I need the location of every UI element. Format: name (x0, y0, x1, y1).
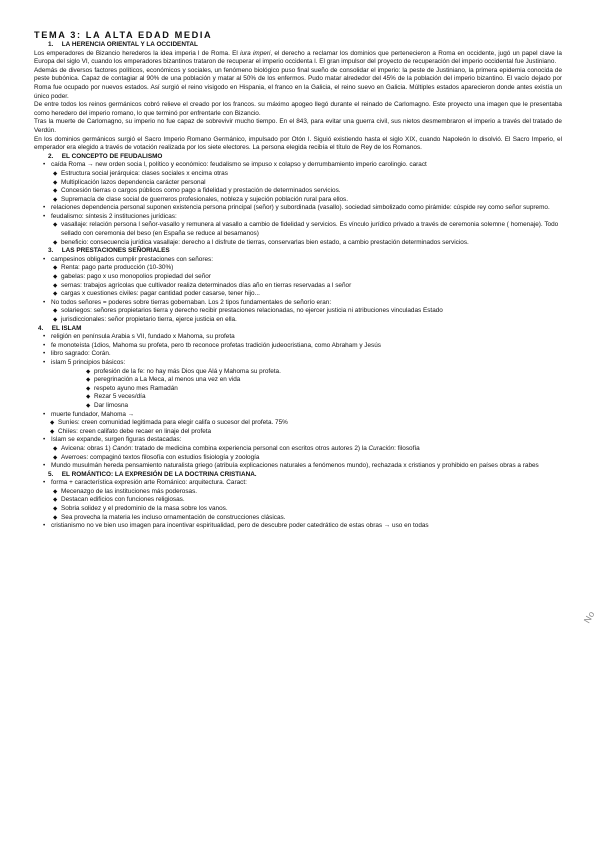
diamond-bullet-icon: ◆ (53, 282, 58, 289)
list-item (34, 454, 562, 463)
list-item (34, 256, 562, 265)
list-item-text: Multiplicación lazos dependencia carácter personal (61, 178, 206, 186)
text-run: Los emperadores de Bizancio herederos la idea imperia l de Roma. El (34, 49, 241, 57)
diamond-bullet-icon: ◆ (53, 222, 58, 229)
list-item-text: Sea provecha la materia les incluso ornamentación de construcciones clásicas. (61, 513, 286, 521)
list-item (34, 170, 562, 179)
diamond-bullet-icon: ◆ (53, 514, 58, 521)
list-item (34, 204, 562, 213)
list-item-text: Estructura social jerárquica: clases sociales x encima otras (61, 169, 228, 177)
section-number: 5. (48, 470, 54, 478)
diamond-bullet-icon: ◆ (53, 445, 58, 452)
bullet-list (34, 256, 562, 325)
list-item (34, 505, 562, 514)
bullet-list (34, 333, 562, 471)
paragraph: Tras la muerte de Carlomagno, su imperio no fue capaz de sobrevivir mucho tiempo. En el 843, para evitar una guerra civil, sus nietos desmembraron el imperio a través del tratado de Verdún. (34, 118, 562, 134)
italic-term: Curación (368, 444, 395, 452)
list-item-text: jurisdiccionales: señor propietario tierra, ejerce justicia en ella. (61, 316, 237, 323)
list-item-text: solariegos: señores propietarios tierra y derecho recibir prestaciones relacionadas, no ejercer justicia ni atribuciones vinculadas Estado (61, 307, 443, 315)
document-title: TEMA 3: LA ALTA EDAD MEDIA (34, 30, 213, 40)
list-item-text: muerte fundador, Mahoma → (51, 410, 135, 418)
list-item-text: cristianismo no ve bien uso imagen para incentivar espiritualidad, pero de descubre poder catedrático de estas obras → uso en todas (51, 522, 429, 530)
section-1-heading (34, 41, 562, 50)
paragraph: Además de diversos factores políticos, económicos y sociales, un fenómeno biológico puso final sueño de consolidar el imperio: la peste de Justiniano, la primera epidemia conocida de peste bubónica. Capaz de contagiar al 90% de una población y matar al 50% de los enfermos. Pudo matar alrededor del 45% de la población del imperio bizantino. El vacío dejado por Roma fue ocupado por nuevos estados. Así surgió el reino visigodo en Hispania, el franco en la Galicia, el reino suevo en Galicia. Múltiples estados aparecieron donde antes existía un único poder. (34, 66, 562, 100)
section-title: EL ROMÁNTICO: LA EXPRESIÓN DE LA DOCTRINA CRISTIANA. (61, 470, 257, 478)
section-title: LAS PRESTACIONES SEÑORIALES (61, 247, 170, 255)
diamond-bullet-icon: ◆ (53, 179, 58, 186)
diamond-bullet-icon: ◆ (53, 497, 58, 504)
section-number: 1. (48, 41, 54, 48)
diamond-bullet-icon: ◆ (53, 265, 58, 272)
list-item (34, 299, 562, 308)
text-run: : tratado de medicina combina experiencia personal con escritos otros autores 2) la (131, 444, 369, 452)
list-item (34, 350, 562, 359)
italic-term: Canón (112, 444, 132, 452)
list-item-text: islam 5 principios básicos: (51, 358, 126, 366)
list-item (34, 307, 562, 316)
list-item (34, 479, 562, 488)
diamond-bullet-icon: ◆ (50, 428, 55, 435)
bullet-dot-icon: • (43, 298, 46, 306)
list-item-text: Renta: pago parte producción (10-30%) (61, 264, 174, 272)
bullet-dot-icon: • (43, 522, 46, 530)
bullet-dot-icon: • (43, 350, 46, 358)
list-item-text: cargas x cuestiones civiles: pagar cantidad poder casarse, tener hijo... (61, 290, 260, 298)
section-title: LA HERENCIA ORIENTAL Y LA OCCIDENTAL (61, 41, 198, 48)
list-item-text: gabelas: pago x uso monopolios propiedad del señor (61, 273, 211, 281)
paragraph: De entre todos los reinos germánicos cobró relieve el creado por los francos. su máximo apogeo llegó durante el reinado de Carlomagno. Este proyecto una imagen que le presentaba como heredero del imperio romano, lo que terminó por enfrentarle con Bizancio. (34, 101, 562, 117)
section-title: EL CONCEPTO DE FEUDALISMO (61, 152, 163, 160)
list-item-text: Mecenazgo de las instituciones más poderosas. (61, 487, 198, 495)
list-item-text: No todos señores = poderes sobre tierras gobernaban. Los 2 tipos fundamentales de señorío eran: (51, 298, 332, 306)
bullet-dot-icon: • (43, 161, 46, 169)
section-4-heading (34, 325, 562, 334)
list-item-text: Mundo musulmán hereda pensamiento naturalista griego (atribuía explicaciones naturales a fenómenos mundo), rechazada x cristianos y prohibido en países obras a rabes (51, 462, 539, 470)
text-run: Avicena: obras 1) (61, 444, 113, 452)
section-number: 2. (48, 152, 54, 160)
list-item (34, 264, 562, 273)
list-item-text: Sobria solidez y el predominio de la masa sobre los vanos. (61, 505, 228, 513)
list-item (34, 196, 562, 205)
list-item (34, 161, 562, 170)
section-number: 4. (38, 324, 44, 332)
list-item (34, 187, 562, 196)
diamond-bullet-icon: ◆ (86, 394, 91, 401)
list-item (34, 342, 562, 351)
diamond-bullet-icon: ◆ (53, 170, 58, 177)
bullet-dot-icon: • (43, 333, 46, 341)
diamond-bullet-icon: ◆ (53, 454, 58, 461)
list-item (34, 316, 562, 325)
list-item (34, 376, 562, 385)
list-item-text: relaciones dependencia personal suponen existencia persona principal (señor) y subordinada (vasallo). sociedad simbolizado como pirámide: cúspide rey como señor supremo. (51, 204, 550, 212)
bullet-dot-icon: • (43, 410, 46, 418)
list-item-text: peregrinación a La Meca, al menos una vez en vida (94, 376, 241, 384)
diamond-bullet-icon: ◆ (53, 239, 58, 246)
list-item-text: feudalismo: síntesis 2 instituciones jurídicas: (51, 212, 177, 220)
list-item (34, 514, 562, 523)
list-item-text: respeto ayuno mes Ramadán (94, 384, 178, 392)
list-item (34, 488, 562, 497)
bullet-dot-icon: • (43, 436, 46, 444)
list-item-text: campesinos obligados cumplir prestaciones con señores: (51, 255, 213, 263)
list-item (34, 290, 562, 299)
list-item-text: Rezar 5 veces/día (94, 393, 146, 401)
list-item (34, 393, 562, 402)
diamond-bullet-icon: ◆ (53, 308, 58, 315)
bullet-dot-icon: • (43, 204, 46, 212)
diamond-bullet-icon: ◆ (53, 196, 58, 203)
list-item (34, 428, 562, 437)
list-item-text: Concesión tierras o cargos públicos como pago a fidelidad y prestación de determinados servicios. (61, 187, 341, 195)
diamond-bullet-icon: ◆ (86, 368, 91, 375)
diamond-bullet-icon: ◆ (53, 274, 58, 281)
list-item (34, 359, 562, 368)
list-item (34, 239, 562, 248)
text-run: : filosofía (394, 444, 420, 452)
section-number: 3. (48, 247, 54, 255)
list-item (34, 368, 562, 377)
paragraph (34, 50, 562, 67)
list-item-text: profesión de la fe: no hay más Dios que Alá y Mahoma su profeta. (94, 367, 281, 375)
diamond-bullet-icon: ◆ (86, 385, 91, 392)
diamond-bullet-icon: ◆ (50, 420, 55, 427)
list-item (34, 213, 562, 222)
list-item-text: Destacan edificios con funciones religiosas. (61, 496, 185, 504)
list-item-text: Islam se expande, surgen figuras destacadas: (51, 436, 182, 444)
section-2-heading (34, 153, 562, 162)
bullet-list (34, 479, 562, 531)
list-item (34, 402, 562, 411)
list-item (34, 333, 562, 342)
list-item (34, 385, 562, 394)
diamond-bullet-icon: ◆ (53, 188, 58, 195)
list-item-text: caída Roma → new orden socia l, político y económico: feudalismo se impuso x colapso y derrumbamiento imperio carolingio. caract (51, 161, 427, 169)
list-item-text: Dar limosna (94, 401, 129, 409)
paragraph: En los dominios germánicos surgió el Sacro Imperio Romano Germánico, impulsado por Otón I. Siguió existiendo hasta el siglo XIX, cuando Napoleón lo disolvió. El Sacro Imperio, el emperador era elegido a través de votación realizada por los siete electores. La persona elegida recibía el título de Rey de los Romanos. (34, 135, 562, 152)
list-item (34, 462, 562, 471)
list-item-text: fe monoteísta (1dios, Mahoma su profeta, pero tb reconoce profetas tradición judeocristiana, como Abraham y Jesús (51, 341, 382, 349)
list-item-text: sernas: trabajos agrícolas que cultivador realiza determinados días año en tierras reservadas a l señor (61, 281, 352, 289)
bullet-dot-icon: • (43, 462, 46, 470)
list-item (34, 282, 562, 291)
list-item-text: beneficio: consecuencia jurídica vasallaje: derecho a l disfrute de tierras, conservarlas bien estado, a cambio prestación determinados servicios. (61, 238, 469, 246)
section-3-heading (34, 247, 562, 256)
diamond-bullet-icon: ◆ (86, 402, 91, 409)
list-item-text: Chiíes: creen califato debe recaer en linaje del profeta (58, 427, 212, 435)
diamond-bullet-icon: ◆ (53, 506, 58, 513)
list-item-text: Averroes: compaginó textos filosofía con estudios fisiología y zoología (61, 453, 260, 461)
diamond-bullet-icon: ◆ (53, 317, 58, 323)
list-item (34, 522, 562, 531)
list-item-text: forma + característica expresión arte Románico: arquitectura. Caract: (51, 479, 247, 487)
list-item (34, 436, 562, 445)
bullet-dot-icon: • (43, 341, 46, 349)
list-item (34, 273, 562, 282)
bullet-dot-icon: • (43, 212, 46, 220)
document-page (34, 30, 562, 531)
bullet-dot-icon: • (43, 255, 46, 263)
list-item-text: libro sagrado: Corán. (51, 350, 111, 358)
list-item-text: Suníes: creen comunidad legitimada para elegir califa o sucesor del profeta. 75% (58, 419, 288, 427)
list-item (34, 411, 562, 420)
list-item-text: vasallaje: relación persona l señor-vasallo y remunera al vasallo a cambio de fidelidad y servicios. Es vínculo jurídico privado a través de ceremonia solemne ( homenaje). Todo sellado con ceremonia del beso (en España se reduce al besamanos) (61, 221, 559, 238)
watermark-text: No (582, 609, 598, 625)
diamond-bullet-icon: ◆ (53, 291, 58, 298)
list-item (34, 221, 562, 238)
bullet-dot-icon: • (43, 479, 46, 487)
list-item (34, 496, 562, 505)
text-run: , el derecho a reclamar los dominios que pertenecieron a Roma en occidente, jugó un papel clave la Europa del siglo VI, cuando los emperadores bizantinos trataron de recuperar el imperio occidenta l. El gran impulsor del proyecto de recuperación del imperio occidental fue Justiniano. (34, 49, 562, 66)
bullet-list (34, 161, 562, 247)
list-item (34, 445, 562, 454)
section-title: EL ISLAM (51, 324, 82, 332)
list-item-text: religión en península Arabia s VII, fundado x Mahoma, su profeta (51, 333, 235, 341)
list-item (34, 419, 562, 428)
italic-term: iura imperi (240, 49, 271, 57)
diamond-bullet-icon: ◆ (53, 488, 58, 495)
diamond-bullet-icon: ◆ (86, 377, 91, 384)
list-item (34, 179, 562, 188)
list-item-text: Supremacía de clase social de guerreros profesionales, nobleza y sujeción población rural para ellos. (61, 195, 349, 203)
section-5-heading (34, 471, 562, 480)
bullet-dot-icon: • (43, 358, 46, 366)
